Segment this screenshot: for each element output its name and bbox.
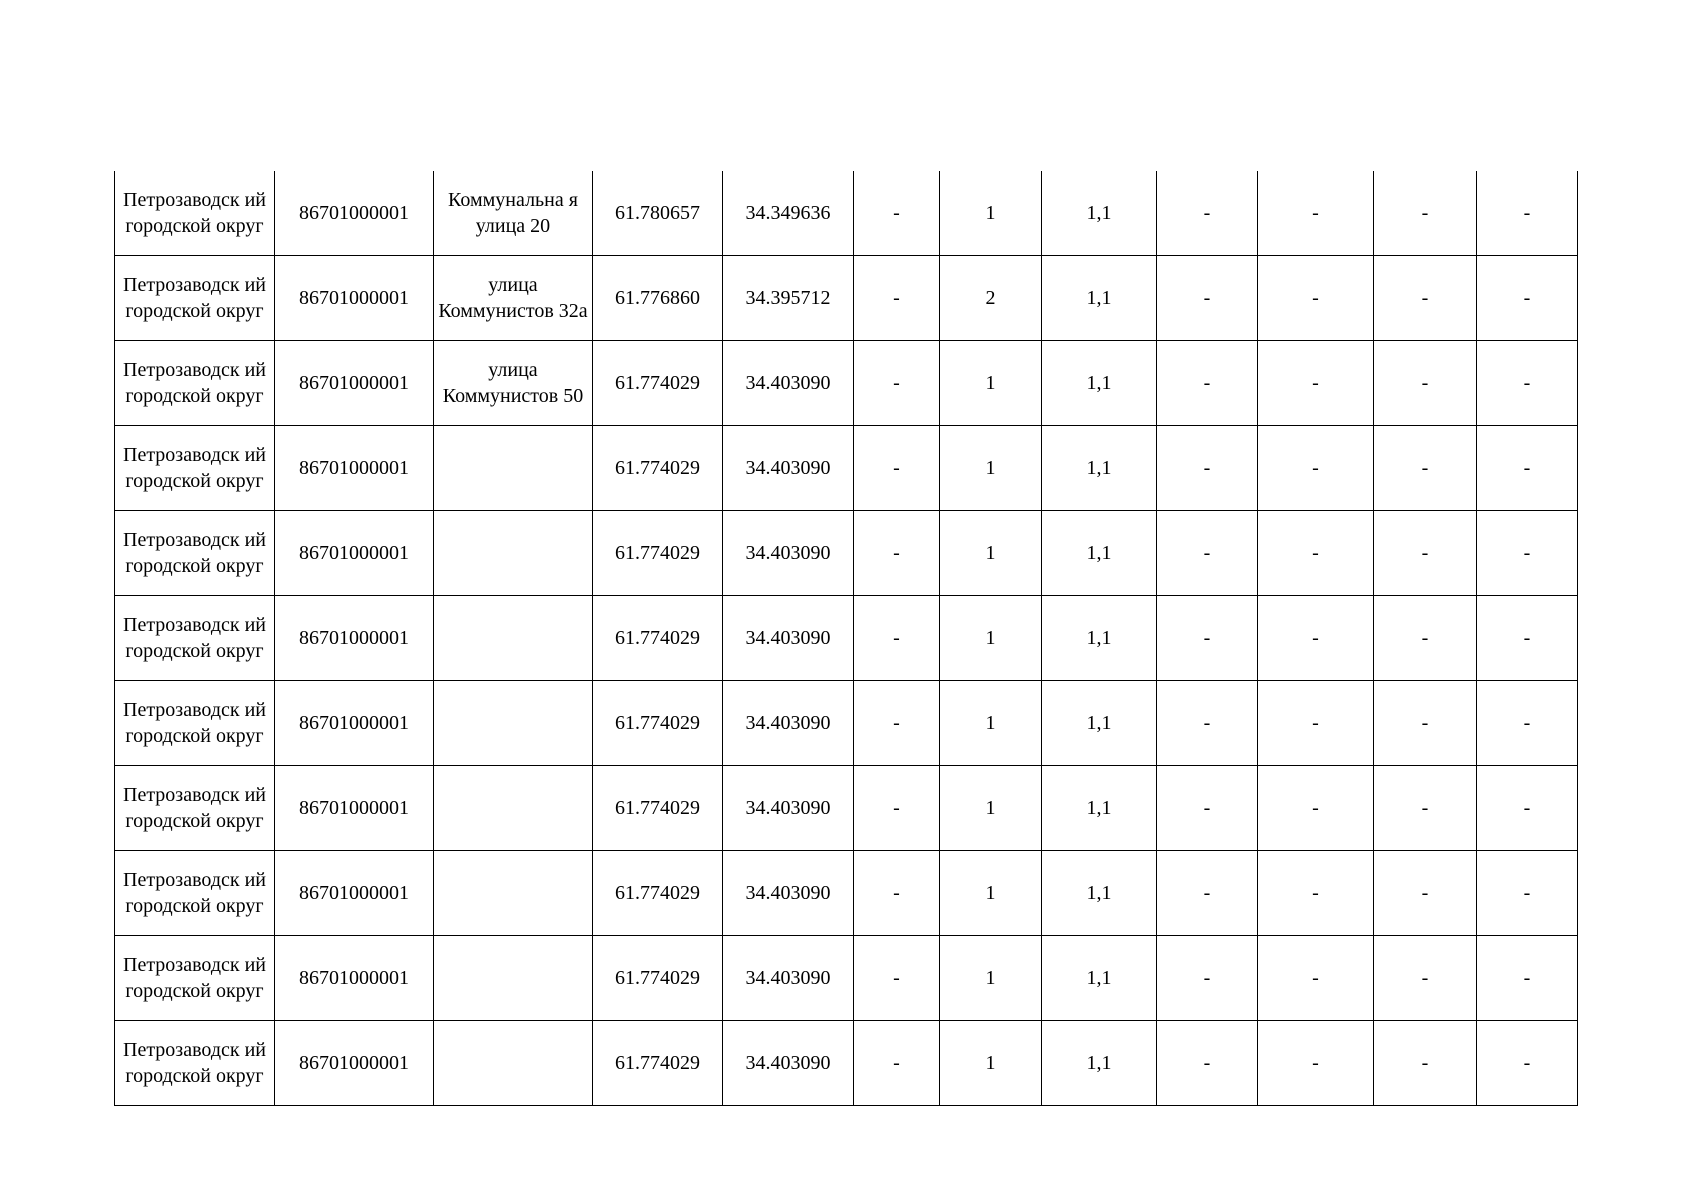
col6-cell: - — [854, 426, 940, 511]
count-cell: 1 — [940, 681, 1042, 766]
oktmo-cell: 86701000001 — [275, 936, 434, 1021]
table-row — [115, 256, 1578, 341]
volume-cell: 1,1 — [1042, 766, 1157, 851]
col11-cell: - — [1374, 766, 1477, 851]
col11-cell: - — [1374, 596, 1477, 681]
col11-cell: - — [1374, 341, 1477, 426]
col12-cell: - — [1477, 341, 1578, 426]
col6-cell: - — [854, 511, 940, 596]
oktmo-cell: 86701000001 — [275, 681, 434, 766]
district-cell: Петрозаводск ий городской округ — [115, 341, 275, 426]
address-cell — [434, 426, 593, 511]
col10-cell: - — [1258, 766, 1374, 851]
col10-cell: - — [1258, 256, 1374, 341]
longitude-cell: 34.403090 — [723, 341, 854, 426]
district-cell: Петрозаводск ий городской округ — [115, 766, 275, 851]
volume-cell: 1,1 — [1042, 596, 1157, 681]
volume-cell: 1,1 — [1042, 681, 1157, 766]
col12-cell: - — [1477, 851, 1578, 936]
table-row — [115, 596, 1578, 681]
col9-cell: - — [1157, 596, 1258, 681]
address-cell — [434, 766, 593, 851]
count-cell: 1 — [940, 511, 1042, 596]
latitude-cell: 61.774029 — [593, 341, 723, 426]
col6-cell: - — [854, 1021, 940, 1106]
latitude-cell: 61.776860 — [593, 256, 723, 341]
count-cell: 1 — [940, 171, 1042, 256]
volume-cell: 1,1 — [1042, 256, 1157, 341]
col9-cell: - — [1157, 936, 1258, 1021]
table-row — [115, 851, 1578, 936]
table-row — [115, 681, 1578, 766]
district-cell: Петрозаводск ий городской округ — [115, 681, 275, 766]
col10-cell: - — [1258, 851, 1374, 936]
col9-cell: - — [1157, 681, 1258, 766]
longitude-cell: 34.403090 — [723, 596, 854, 681]
col6-cell: - — [854, 681, 940, 766]
col6-cell: - — [854, 171, 940, 256]
latitude-cell: 61.774029 — [593, 766, 723, 851]
count-cell: 1 — [940, 936, 1042, 1021]
oktmo-cell: 86701000001 — [275, 511, 434, 596]
address-cell: улица Коммунистов 32а — [434, 256, 593, 341]
oktmo-cell: 86701000001 — [275, 426, 434, 511]
col10-cell: - — [1258, 426, 1374, 511]
volume-cell: 1,1 — [1042, 936, 1157, 1021]
table-row — [115, 426, 1578, 511]
col11-cell: - — [1374, 171, 1477, 256]
oktmo-cell: 86701000001 — [275, 596, 434, 681]
count-cell: 1 — [940, 851, 1042, 936]
count-cell: 2 — [940, 256, 1042, 341]
col6-cell: - — [854, 766, 940, 851]
address-cell — [434, 596, 593, 681]
col9-cell: - — [1157, 511, 1258, 596]
latitude-cell: 61.774029 — [593, 681, 723, 766]
col6-cell: - — [854, 851, 940, 936]
latitude-cell: 61.774029 — [593, 1021, 723, 1106]
oktmo-cell: 86701000001 — [275, 766, 434, 851]
count-cell: 1 — [940, 1021, 1042, 1106]
col11-cell: - — [1374, 256, 1477, 341]
col11-cell: - — [1374, 681, 1477, 766]
col11-cell: - — [1374, 851, 1477, 936]
col12-cell: - — [1477, 1021, 1578, 1106]
count-cell: 1 — [940, 341, 1042, 426]
col6-cell: - — [854, 936, 940, 1021]
table-row — [115, 1021, 1578, 1106]
district-cell: Петрозаводск ий городской округ — [115, 936, 275, 1021]
longitude-cell: 34.349636 — [723, 171, 854, 256]
address-cell: улица Коммунистов 50 — [434, 341, 593, 426]
col11-cell: - — [1374, 426, 1477, 511]
longitude-cell: 34.403090 — [723, 426, 854, 511]
col10-cell: - — [1258, 681, 1374, 766]
latitude-cell: 61.780657 — [593, 171, 723, 256]
col12-cell: - — [1477, 426, 1578, 511]
col12-cell: - — [1477, 511, 1578, 596]
col12-cell: - — [1477, 596, 1578, 681]
col10-cell: - — [1258, 171, 1374, 256]
table-row — [115, 341, 1578, 426]
col9-cell: - — [1157, 426, 1258, 511]
latitude-cell: 61.774029 — [593, 426, 723, 511]
volume-cell: 1,1 — [1042, 1021, 1157, 1106]
col10-cell: - — [1258, 936, 1374, 1021]
address-cell — [434, 851, 593, 936]
col12-cell: - — [1477, 256, 1578, 341]
longitude-cell: 34.395712 — [723, 256, 854, 341]
count-cell: 1 — [940, 596, 1042, 681]
district-cell: Петрозаводск ий городской округ — [115, 256, 275, 341]
district-cell: Петрозаводск ий городской округ — [115, 171, 275, 256]
volume-cell: 1,1 — [1042, 171, 1157, 256]
count-cell: 1 — [940, 426, 1042, 511]
longitude-cell: 34.403090 — [723, 681, 854, 766]
col6-cell: - — [854, 256, 940, 341]
address-cell — [434, 511, 593, 596]
table-body — [115, 171, 1578, 1106]
col12-cell: - — [1477, 936, 1578, 1021]
col9-cell: - — [1157, 171, 1258, 256]
data-table — [114, 171, 1578, 1106]
district-cell: Петрозаводск ий городской округ — [115, 511, 275, 596]
col12-cell: - — [1477, 681, 1578, 766]
col10-cell: - — [1258, 341, 1374, 426]
table-row — [115, 936, 1578, 1021]
longitude-cell: 34.403090 — [723, 936, 854, 1021]
longitude-cell: 34.403090 — [723, 766, 854, 851]
district-cell: Петрозаводск ий городской округ — [115, 426, 275, 511]
col6-cell: - — [854, 341, 940, 426]
volume-cell: 1,1 — [1042, 341, 1157, 426]
address-cell — [434, 936, 593, 1021]
longitude-cell: 34.403090 — [723, 851, 854, 936]
latitude-cell: 61.774029 — [593, 511, 723, 596]
col12-cell: - — [1477, 766, 1578, 851]
col10-cell: - — [1258, 1021, 1374, 1106]
col11-cell: - — [1374, 936, 1477, 1021]
address-cell: Коммунальна я улица 20 — [434, 171, 593, 256]
address-cell — [434, 1021, 593, 1106]
col9-cell: - — [1157, 256, 1258, 341]
volume-cell: 1,1 — [1042, 426, 1157, 511]
table-row — [115, 171, 1578, 256]
oktmo-cell: 86701000001 — [275, 256, 434, 341]
latitude-cell: 61.774029 — [593, 596, 723, 681]
longitude-cell: 34.403090 — [723, 1021, 854, 1106]
count-cell: 1 — [940, 766, 1042, 851]
oktmo-cell: 86701000001 — [275, 851, 434, 936]
volume-cell: 1,1 — [1042, 851, 1157, 936]
oktmo-cell: 86701000001 — [275, 171, 434, 256]
district-cell: Петрозаводск ий городской округ — [115, 851, 275, 936]
district-cell: Петрозаводск ий городской округ — [115, 596, 275, 681]
col9-cell: - — [1157, 341, 1258, 426]
table-row — [115, 766, 1578, 851]
col9-cell: - — [1157, 1021, 1258, 1106]
volume-cell: 1,1 — [1042, 511, 1157, 596]
address-cell — [434, 681, 593, 766]
latitude-cell: 61.774029 — [593, 936, 723, 1021]
col12-cell: - — [1477, 171, 1578, 256]
col10-cell: - — [1258, 596, 1374, 681]
col10-cell: - — [1258, 511, 1374, 596]
district-cell: Петрозаводск ий городской округ — [115, 1021, 275, 1106]
oktmo-cell: 86701000001 — [275, 341, 434, 426]
col11-cell: - — [1374, 511, 1477, 596]
oktmo-cell: 86701000001 — [275, 1021, 434, 1106]
col11-cell: - — [1374, 1021, 1477, 1106]
longitude-cell: 34.403090 — [723, 511, 854, 596]
col9-cell: - — [1157, 766, 1258, 851]
col9-cell: - — [1157, 851, 1258, 936]
col6-cell: - — [854, 596, 940, 681]
table-row — [115, 511, 1578, 596]
latitude-cell: 61.774029 — [593, 851, 723, 936]
